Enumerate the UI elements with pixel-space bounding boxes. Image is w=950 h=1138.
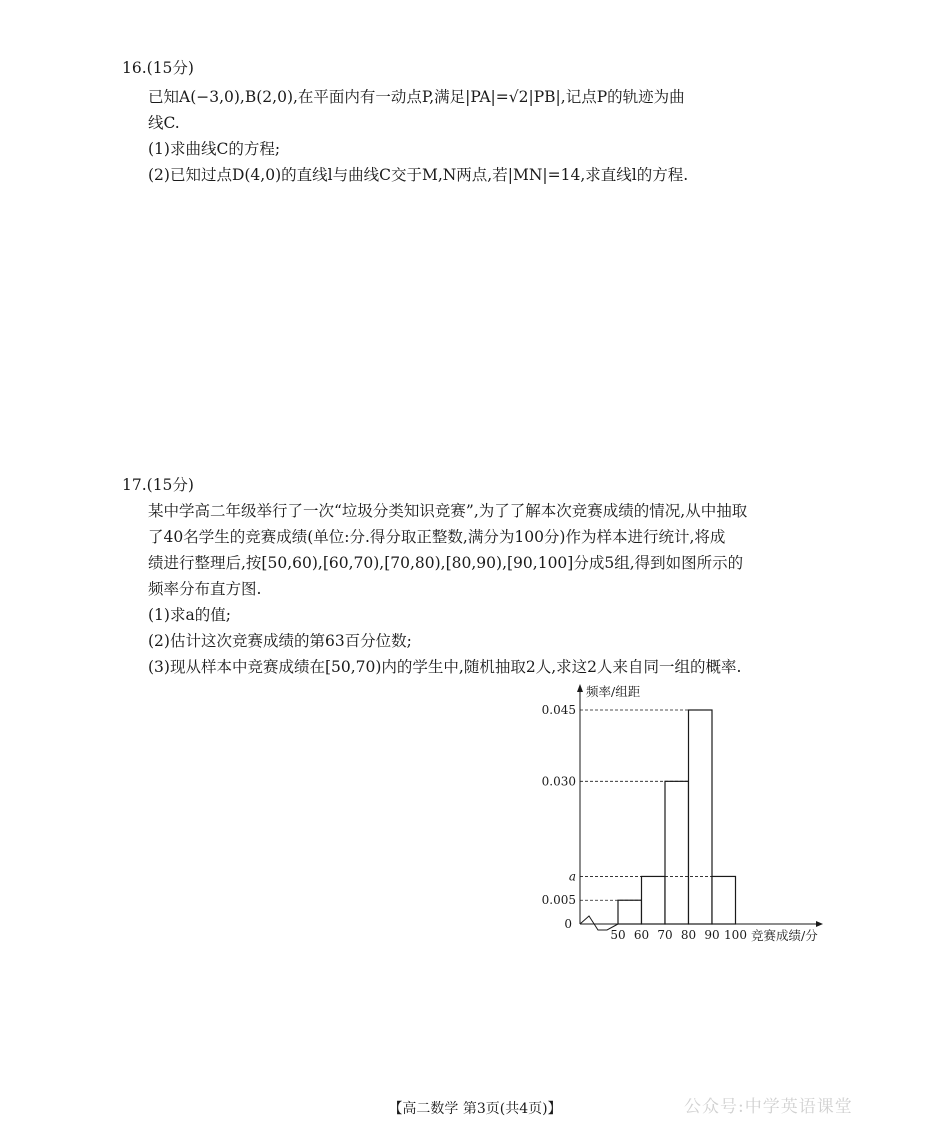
y-tick-label: 0.045 [541, 703, 576, 717]
q17-line-2: 了40名学生的竞赛成绩(单位:分.得分取正整数,满分为100分)作为样本进行统计,将成 [148, 528, 726, 546]
q17-line-4: 频率分布直方图. [148, 580, 262, 598]
x-tick-label: 90 [704, 928, 720, 942]
x-tick-label: 100 [724, 928, 747, 942]
y-tick-label: a [568, 869, 576, 884]
y-axis-label: 频率/组距 [586, 684, 641, 699]
histogram-bar [642, 876, 666, 924]
q17-part-2: (2)估计这次竞赛成绩的第63百分位数; [148, 632, 412, 650]
x-tick-label: 70 [657, 928, 673, 942]
origin-label: 0 [564, 917, 572, 931]
q17-part-3: (3)现从样本中竞赛成绩在[50,70)内的学生中,随机抽取2人,求这2人来自同一组的概率. [148, 658, 742, 676]
page-footer: 【高二数学 第3页(共4页)】 [388, 1101, 562, 1117]
q17-line-1: 某中学高二年级举行了一次“垃圾分类知识竞赛”,为了了解本次竞赛成绩的情况,从中抽取 [148, 502, 748, 520]
x-axis-label: 竞赛成绩/分 [751, 928, 818, 943]
x-tick-label: 60 [633, 928, 650, 942]
q16-part-2: (2)已知过点D(4,0)的直线l与曲线C交于M,N两点,若|MN|=14,求直线l的方程. [148, 166, 689, 184]
q17-header: 17.(15分) [122, 476, 194, 494]
watermark: 公众号:中学英语课堂 [684, 1097, 853, 1117]
y-axis-arrow [577, 684, 583, 692]
y-tick-label: 0.005 [541, 893, 576, 908]
x-tick-label: 80 [680, 928, 697, 942]
histogram-bar [618, 900, 642, 924]
q16-header: 16.(15分) [122, 59, 194, 77]
q17-part-1: (1)求a的值; [148, 606, 231, 624]
y-tick-label: 0.030 [541, 774, 576, 789]
x-tick-label: 50 [610, 928, 626, 942]
q16-line-2: 线C. [148, 114, 180, 132]
frequency-histogram [520, 678, 840, 948]
x-axis-arrow [816, 921, 823, 927]
histogram-bar [665, 781, 689, 924]
q17-line-3: 绩进行整理后,按[50,60),[60,70),[70,80),[80,90),[90,100]分成5组,得到如图所示的 [148, 554, 744, 572]
histogram-bar [689, 710, 713, 924]
histogram-bar [712, 876, 736, 924]
q16-part-1: (1)求曲线C的方程; [148, 140, 281, 158]
q16-line-1: 已知A(−3,0),B(2,0),在平面内有一动点P,满足|PA|=√2|PB|,记点P的轨迹为曲 [148, 88, 685, 106]
